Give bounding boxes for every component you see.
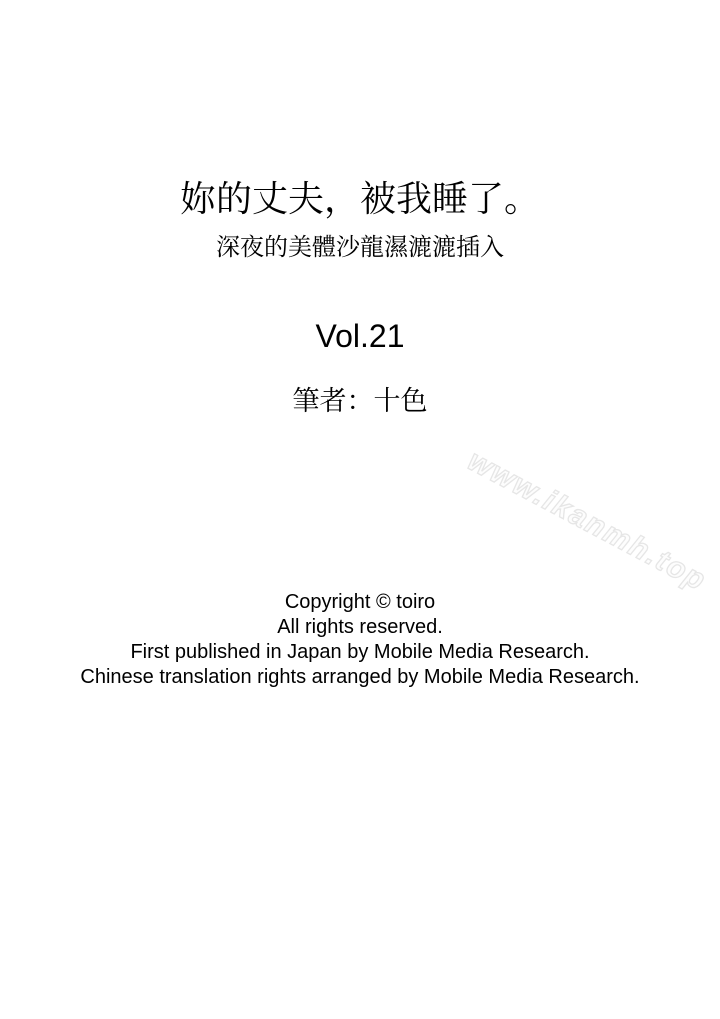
- volume-label: Vol.21: [315, 318, 405, 354]
- site-watermark: www.ikanmh.top: [462, 443, 713, 598]
- copyright-block: [0, 590, 720, 690]
- copyright-line: All rights reserved.: [277, 616, 443, 638]
- copyright-line: Copyright © toiro: [284, 591, 436, 613]
- page-title: 妳的丈夫，被我睡了。: [179, 178, 540, 219]
- author-label: 筆者：十色: [292, 386, 428, 416]
- page-subtitle: 深夜的美體沙龍濕漉漉插入: [216, 234, 504, 261]
- copyright-line: Chinese translation rights arranged by Mobile Media Research.: [80, 666, 640, 688]
- copyright-line: First published in Japan by Mobile Media Research.: [130, 641, 590, 663]
